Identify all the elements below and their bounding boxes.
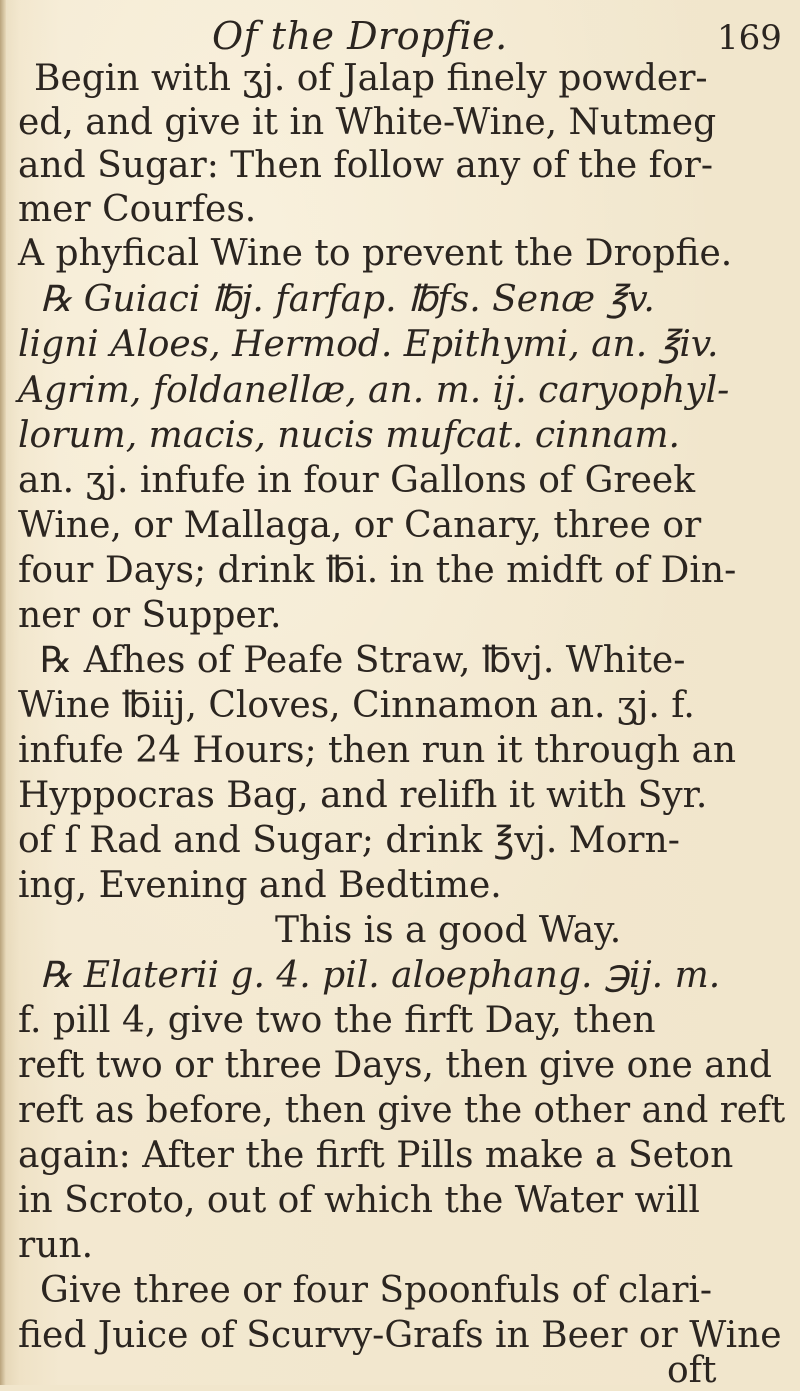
text-line: f. pill 4, give two the firft Day, then (18, 1000, 656, 1041)
text-line: ligni Aloes, Hermod. Epithymi, an. ℥iv. (18, 324, 719, 365)
text-line: mer Courfes. (18, 189, 257, 230)
text-line: an. ʒj. infufe in four Gallons of Greek (18, 460, 696, 501)
text-line: A phyfical Wine to prevent the Dropfie. (18, 233, 733, 274)
text-line: This is a good Way. (275, 910, 622, 951)
text-line: of ſ Rad and Sugar; drink ℥vj. Morn- (18, 820, 680, 861)
text-line: ℞ Elaterii g. 4. pil. aloephang. ℈ij. m. (40, 955, 721, 996)
text-line: Wine ℔iij, Cloves, Cinnamon an. ʒj. f. (18, 685, 695, 726)
text-line: again: After the firft Pills make a Seton (18, 1135, 734, 1176)
text-line: four Days; drink ℔i. in the midft of Din- (18, 550, 737, 591)
text-line: Agrim, foldanellæ, an. m. ij. caryophyl- (18, 370, 730, 411)
text-line: ℞ Afhes of Peafe Straw, ℔vj. White- (40, 640, 686, 681)
text-line: run. (18, 1225, 94, 1266)
page-number: 169 (717, 18, 782, 58)
text-line: in Scroto, out of which the Water will (18, 1180, 700, 1221)
text-line: reft as before, then give the other and reft (18, 1090, 786, 1131)
text-line: Begin with ʒj. of Jalap finely powder- (34, 58, 708, 99)
text-line: infufe 24 Hours; then run it through an (18, 730, 737, 771)
running-head: Of the Dropfie. (212, 14, 508, 58)
text-line: ing, Evening and Bedtime. (18, 865, 502, 906)
text-line: ℞ Guiaci ℔j. farfap. ℔fs. Senæ ℥v. (40, 279, 655, 320)
text-line: Give three or four Spoonfuls of clari- (40, 1270, 713, 1311)
text-line: Wine, or Mallaga, or Canary, three or (18, 505, 702, 546)
text-line: ner or Supper. (18, 595, 282, 636)
text-line: ed, and give it in White-Wine, Nutmeg (18, 102, 717, 143)
text-line: Hyppocras Bag, and relifh it with Syr. (18, 775, 708, 816)
catchword: oft (667, 1350, 717, 1391)
text-line: and Sugar: Then follow any of the for- (18, 145, 714, 186)
text-line: reft two or three Days, then give one and (18, 1045, 772, 1086)
text-line: fied Juice of Scurvy-Grafs in Beer or Wine (18, 1315, 782, 1356)
text-line: lorum, macis, nucis mufcat. cinnam. (18, 415, 680, 456)
